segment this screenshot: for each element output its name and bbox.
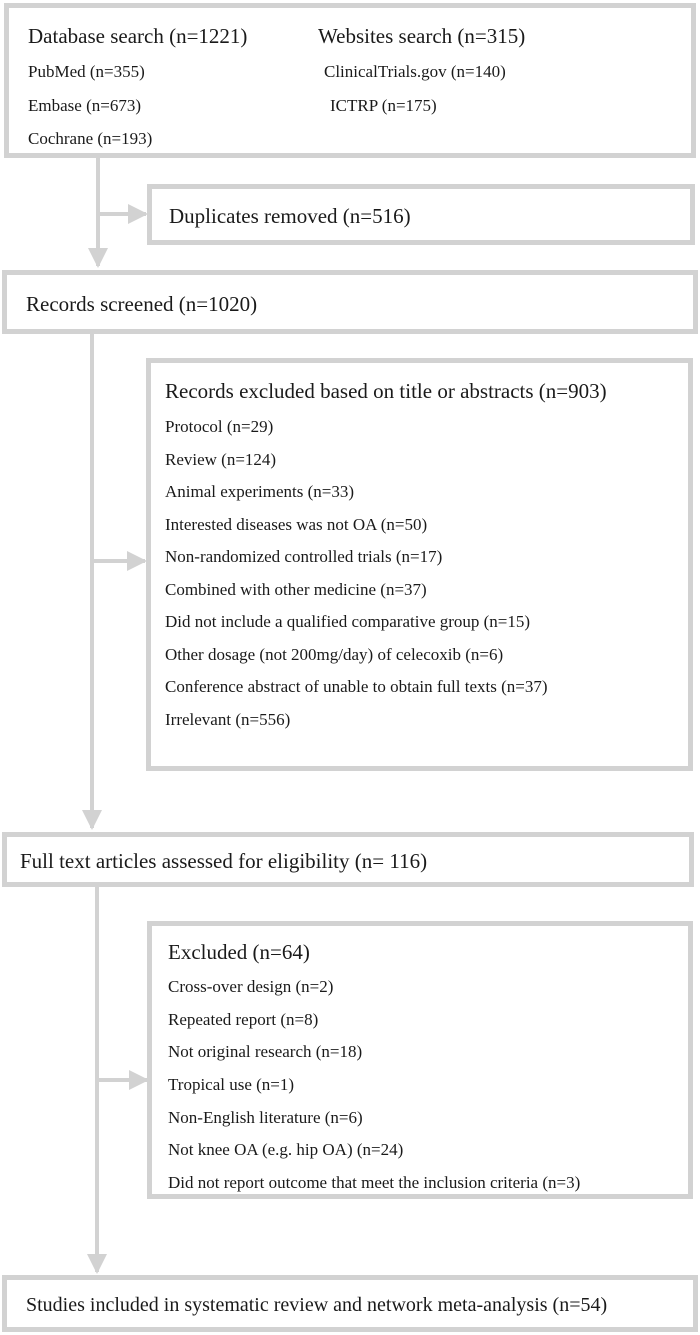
records-screened-text: Records screened (n=1020) — [26, 292, 258, 316]
database-search-title: Database search (n=1221) — [28, 24, 248, 48]
list-item: Did not report outcome that meet the inclusion criteria (n=3) — [168, 1173, 581, 1193]
database-embase: Embase (n=673) — [28, 96, 141, 115]
fulltext-assessed-text: Full text articles assessed for eligibility (n= 116) — [20, 849, 428, 873]
list-item: Tropical use (n=1) — [168, 1075, 295, 1095]
fulltext-assessed-box — [2, 832, 694, 887]
duplicates-removed-text: Duplicates removed (n=516) — [169, 204, 411, 228]
fulltext-exclusions-box — [147, 921, 693, 1199]
list-item: Non-randomized controlled trials (n=17) — [165, 547, 443, 566]
list-item: Protocol (n=29) — [165, 417, 274, 436]
records-screened-box — [2, 270, 698, 334]
list-item: Combined with other medicine (n=37) — [165, 579, 427, 599]
title-exclusions-box — [146, 358, 693, 771]
database-pubmed: PubMed (n=355) — [28, 62, 145, 81]
list-item: Non-English literature (n=6) — [168, 1107, 363, 1127]
list-item: Not original research (n=18) — [168, 1042, 363, 1062]
list-item: Repeated report (n=8) — [168, 1009, 319, 1029]
duplicates-removed-box — [147, 184, 695, 245]
title-exclusions-list — [165, 411, 548, 736]
title-exclusions-title: Records excluded based on title or abstracts (n=903) — [165, 379, 607, 403]
list-item: Not knee OA (e.g. hip OA) (n=24) — [168, 1140, 404, 1160]
list-item: Interested diseases was not OA (n=50) — [165, 514, 428, 534]
list-item: Review (n=124) — [165, 449, 277, 469]
list-item: Conference abstract of unable to obtain full texts (n=37) — [165, 677, 548, 696]
list-item: Other dosage (not 200mg/day) of celecoxib (n=6) — [165, 644, 504, 664]
studies-included-text: Studies included in systematic review and network meta-analysis (n=54) — [26, 1294, 608, 1316]
studies-included-box — [2, 1275, 698, 1332]
website-clinicaltrials: ClinicalTrials.gov (n=140) — [324, 62, 506, 81]
website-ictrp: ICTRP (n=175) — [330, 96, 437, 115]
list-item: Cross-over design (n=2) — [168, 977, 334, 996]
websites-search-title: Websites search (n=315) — [318, 24, 526, 48]
list-item: Animal experiments (n=33) — [165, 482, 354, 501]
fulltext-exclusions-title: Excluded (n=64) — [168, 940, 310, 964]
list-item: Did not include a qualified comparative group (n=15) — [165, 612, 531, 631]
fulltext-exclusions-list — [168, 971, 580, 1200]
identification-box — [4, 3, 696, 158]
database-cochrane: Cochrane (n=193) — [28, 129, 153, 148]
list-item: Irrelevant (n=556) — [165, 709, 291, 729]
